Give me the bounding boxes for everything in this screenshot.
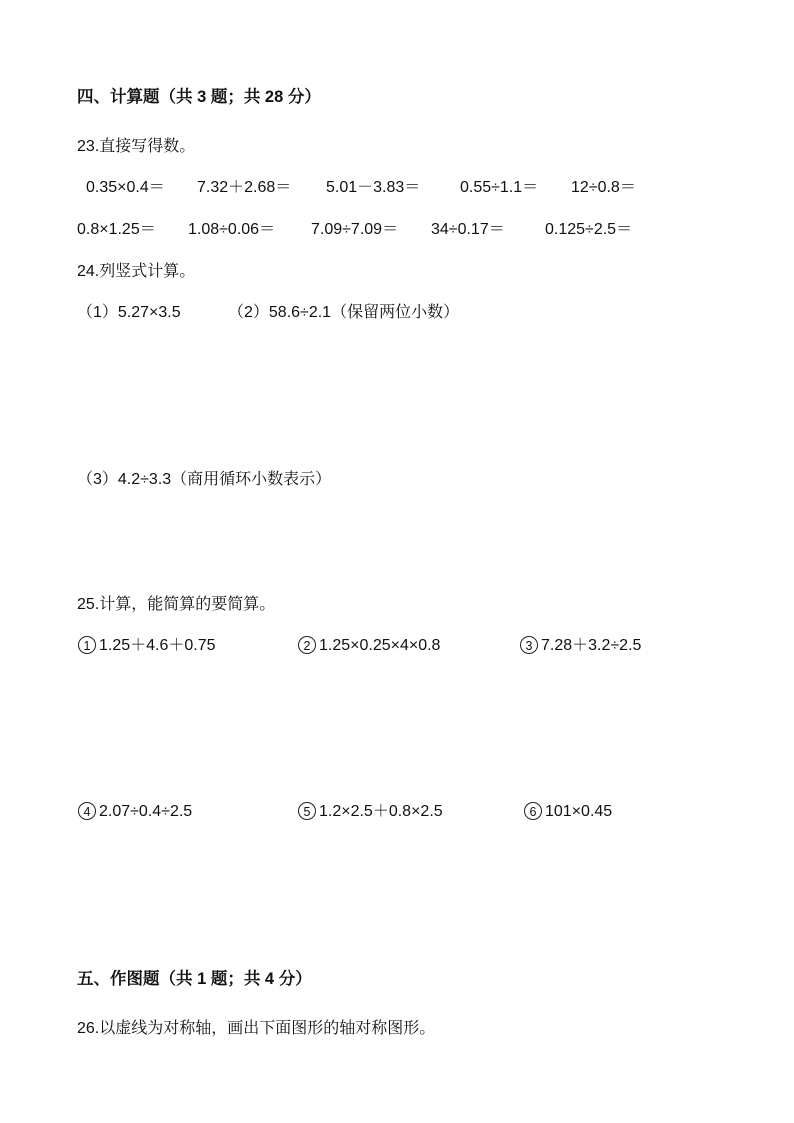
q25-item-2 xyxy=(298,636,440,656)
q25-expr-4: 2.07÷0.4÷2.5 xyxy=(99,803,193,820)
q23-expr-4: 0.55÷1.1＝ xyxy=(460,179,539,196)
section-4-heading: 四、计算题（共 3 题；共 28 分） xyxy=(77,88,321,106)
question-24-title: 24.列竖式计算。 xyxy=(77,263,196,280)
circled-number-4: 4 xyxy=(78,802,96,820)
circled-number-5: 5 xyxy=(298,802,316,820)
q23-expr-6: 0.8×1.25＝ xyxy=(77,221,156,238)
q23-expr-8: 7.09÷7.09＝ xyxy=(311,221,399,238)
q25-item-6 xyxy=(524,802,612,822)
circled-number-3: 3 xyxy=(520,636,538,654)
q25-expr-1: 1.25＋4.6＋0.75 xyxy=(99,637,216,654)
circled-number-6: 6 xyxy=(524,802,542,820)
q25-expr-5: 1.2×2.5＋0.8×2.5 xyxy=(319,803,443,820)
question-26-title: 26.以虚线为对称轴，画出下面图形的轴对称图形。 xyxy=(77,1020,436,1037)
question-25-title: 25.计算，能简算的要简算。 xyxy=(77,596,276,613)
q25-expr-3: 7.28＋3.2÷2.5 xyxy=(541,637,642,654)
q24-part-2: （2）58.6÷2.1（保留两位小数） xyxy=(228,304,460,321)
q25-item-1 xyxy=(78,636,216,656)
q25-expr-6: 101×0.45 xyxy=(545,803,613,820)
q25-item-5 xyxy=(298,802,443,822)
q23-expr-3: 5.01－3.83＝ xyxy=(326,179,421,196)
q23-expr-5: 12÷0.8＝ xyxy=(571,179,636,196)
q23-expr-10: 0.125÷2.5＝ xyxy=(545,221,633,238)
q24-part-1: （1）5.27×3.5 xyxy=(77,304,181,321)
q23-expr-2: 7.32＋2.68＝ xyxy=(197,179,292,196)
q23-expr-1: 0.35×0.4＝ xyxy=(86,179,165,196)
q23-expr-7: 1.08÷0.06＝ xyxy=(188,221,276,238)
q23-expr-9: 34÷0.17＝ xyxy=(431,221,505,238)
q25-expr-2: 1.25×0.25×4×0.8 xyxy=(319,637,441,654)
question-23-title: 23.直接写得数。 xyxy=(77,138,196,155)
circled-number-1: 1 xyxy=(78,636,96,654)
q24-part-3: （3）4.2÷3.3（商用循环小数表示） xyxy=(77,471,332,488)
q25-item-3 xyxy=(520,636,641,656)
section-5-heading: 五、作图题（共 1 题；共 4 分） xyxy=(77,970,312,988)
q25-item-4 xyxy=(78,802,192,822)
circled-number-2: 2 xyxy=(298,636,316,654)
